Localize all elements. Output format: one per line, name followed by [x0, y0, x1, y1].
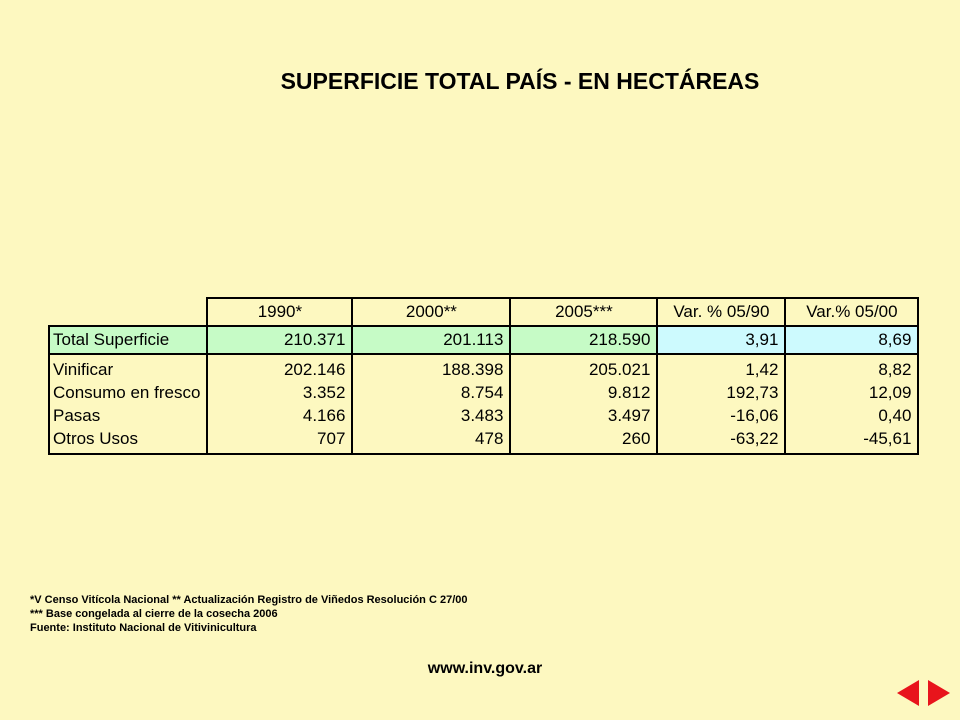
column-header: Var. % 05/90	[657, 298, 785, 326]
footnote-line: Fuente: Instituto Nacional de Vitivinicultura	[30, 622, 257, 634]
table-cell: 0,40	[785, 404, 918, 427]
table-cell: -16,06	[657, 404, 785, 427]
footnote-line: *** Base congelada al cierre de la cosecha 2006	[30, 608, 278, 620]
table-cell: 4.166	[207, 404, 352, 427]
table-cell: 3.497	[510, 404, 657, 427]
website-url: www.inv.gov.ar	[427, 660, 543, 677]
table-cell: -63,22	[657, 427, 785, 454]
column-header: 2000**	[352, 298, 510, 326]
column-header: Var.% 05/00	[785, 298, 918, 326]
table-cell: 707	[207, 427, 352, 454]
table-cell: 202.146	[207, 354, 352, 381]
table-row	[49, 427, 918, 454]
triangle-left-icon[interactable]	[897, 680, 919, 706]
total-cell: 210.371	[207, 326, 352, 354]
data-table	[48, 297, 919, 455]
triangle-right-icon[interactable]	[928, 680, 950, 706]
table-cell: 260	[510, 427, 657, 454]
row-label: Pasas	[49, 404, 207, 427]
row-label: Vinificar	[49, 354, 207, 381]
table-row	[49, 381, 918, 404]
page-title: SUPERFICIE TOTAL PAÍS - EN HECTÁREAS	[280, 68, 760, 94]
footnotes	[30, 593, 467, 635]
table-cell: 478	[352, 427, 510, 454]
table-cell: 205.021	[510, 354, 657, 381]
table-cell: 12,09	[785, 381, 918, 404]
table-cell: 188.398	[352, 354, 510, 381]
total-cell: 201.113	[352, 326, 510, 354]
table-cell: 192,73	[657, 381, 785, 404]
column-header: 1990*	[207, 298, 352, 326]
table-cell: 9.812	[510, 381, 657, 404]
total-cell: 8,69	[785, 326, 918, 354]
table-cell: 8.754	[352, 381, 510, 404]
total-row	[49, 326, 918, 354]
header-blank-cell	[49, 298, 207, 326]
row-label: Otros Usos	[49, 427, 207, 454]
table-cell: 3.352	[207, 381, 352, 404]
table-cell: 1,42	[657, 354, 785, 381]
table-cell: 8,82	[785, 354, 918, 381]
total-cell: 3,91	[657, 326, 785, 354]
table-header-row	[49, 298, 918, 326]
table-row	[49, 354, 918, 381]
total-label: Total Superficie	[49, 326, 207, 354]
table-cell: 3.483	[352, 404, 510, 427]
column-header: 2005***	[510, 298, 657, 326]
table-row	[49, 404, 918, 427]
footnote-line: *V Censo Vitícola Nacional ** Actualización Registro de Viñedos Resolución C 27/00	[30, 594, 468, 606]
row-label: Consumo en fresco	[49, 381, 207, 404]
total-cell: 218.590	[510, 326, 657, 354]
table-cell: -45,61	[785, 427, 918, 454]
